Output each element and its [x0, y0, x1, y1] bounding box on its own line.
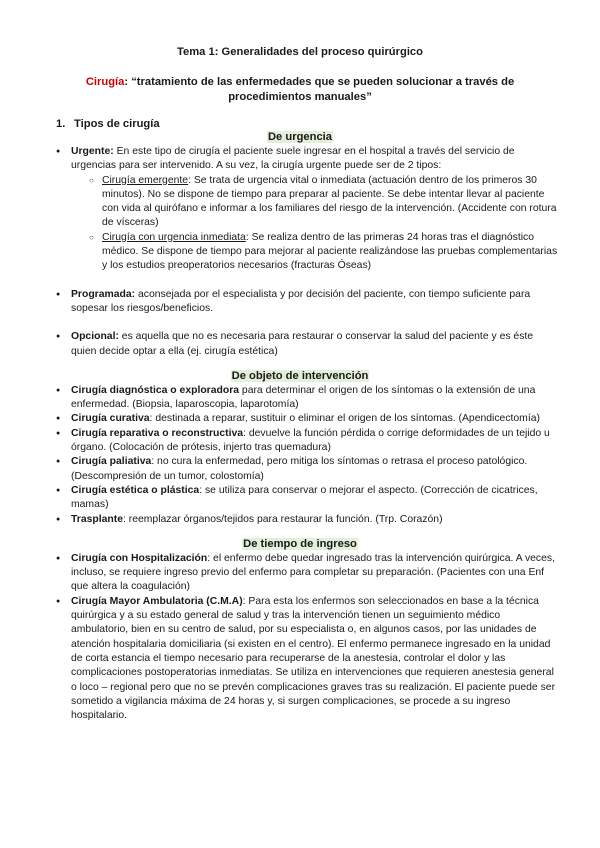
sublist-item-emergente	[71, 174, 560, 231]
subheading-urgencia-text: De urgencia	[267, 131, 333, 143]
list-item	[40, 427, 560, 456]
item-label: Cirugía con Hospitalización	[71, 552, 208, 564]
urgente-label: Urgente:	[71, 146, 114, 157]
list-item	[40, 595, 560, 724]
subheading-urgencia	[40, 130, 560, 145]
list-item	[40, 513, 560, 527]
opcional-text: es aquella que no es necesaria para restaurar o conservar la salud del paciente y es éste quien decide optar a ella (ej. cirugía estética)	[71, 331, 534, 357]
list-item	[40, 412, 560, 426]
urgencia-list	[40, 145, 560, 274]
item-text: : destinada a reparar, sustituir o eliminar el origen de los síntomas. (Apendicectomía)	[149, 413, 540, 425]
item-label: Cirugía diagnóstica o exploradora	[71, 384, 240, 396]
spacer	[40, 274, 560, 288]
list-item-urgente	[40, 145, 560, 274]
list-item	[40, 384, 560, 413]
programada-text: aconsejada por el especialista y por decisión del paciente, con tiempo suficiente para sopesar los riesgos/beneficios.	[71, 288, 531, 314]
spacer	[40, 527, 560, 537]
subheading-ingreso-text: De tiempo de ingreso	[243, 537, 357, 550]
emergente-label: Cirugía emergente	[102, 174, 189, 186]
inmediata-text: : Se realiza dentro de las primeras 24 horas tras el diagnóstico médico. Se dispone de tiempo para mejorar al paciente realizándose las pruebas complementarias y los estudios preoperatorios necesarios (fracturas Óseas)	[102, 231, 558, 272]
item-text: para determinar el origen de los síntomas o la extensión de una enfermedad. (Biopsia, laparoscopia, laparotomía)	[71, 384, 536, 411]
programada-label: Programada:	[71, 288, 136, 300]
list-item-opcional	[40, 330, 560, 359]
item-label: Cirugía Mayor Ambulatoria (C.M.A)	[71, 595, 243, 607]
list-item	[40, 552, 560, 595]
subheading-ingreso	[40, 537, 560, 552]
definition	[48, 75, 552, 104]
item-label: Cirugía paliativa	[71, 456, 152, 468]
spacer	[40, 316, 560, 330]
item-label: Cirugía reparativa o reconstructiva	[71, 427, 244, 439]
section-number: 1.	[56, 118, 66, 130]
objeto-list	[40, 384, 560, 527]
item-text: : no cura la enfermedad, pero mitiga los síntomas o retrasa el proceso patológico. (Descompresión de un tumor, colostomía)	[71, 456, 528, 482]
list-item	[40, 484, 560, 513]
item-text: : reemplazar órganos/tejidos para restaurar la función. (Trp. Corazón)	[122, 513, 443, 525]
section-heading	[56, 118, 560, 130]
definition-text: : “tratamiento de las enfermedades que se pueden solucionar a través de procedimientos manuales”	[124, 76, 515, 103]
document-title: Tema 1: Generalidades del proceso quirúrgico	[177, 46, 423, 58]
definition-term: Cirugía	[85, 76, 125, 88]
ingreso-list	[40, 552, 560, 724]
programada-list	[40, 288, 560, 317]
list-item	[40, 455, 560, 484]
section-title: Tipos de cirugía	[74, 118, 160, 130]
urgente-sublist	[71, 174, 560, 274]
list-item-programada	[40, 288, 560, 317]
item-text: : Para esta los enfermos son seleccionados en base a la técnica quirúrgica y a su estado general de salud y tras la intervención tienen un seguimiento médico ambulatorio, bien en su centro de salud, por su especialista o, en algunos casos, por las unidades de atención hospitalaria domiciliaria (si existen en el centro). El enfermo permanece ingresado en la unidad de corta estancia el tiempo necesario para recuperarse de la anestesia, controlar el dolor y las complicaciones postoperatorias inmediatas. Se utiliza en intervenciones que requieren anestesia general o loco – regional pero que no se prevén complicaciones graves tras su realización. El paciente puede ser sometido a vigilancia máxima de 24 horas y, si surgen complicaciones, se procede a su ingreso hospitalario.	[71, 595, 556, 722]
opcional-list	[40, 330, 560, 359]
sublist-item-inmediata	[71, 231, 560, 274]
emergente-text: : Se trata de urgencia vital o inmediata (actuación dentro de los primeros 30 minutos). No se dispone de tiempo para preparar al paciente. Se debe intentar llevar al paciente con vida al quirófano e informar a los familiares del riesgo de la intervención. (Accidente con rotura de vísceras)	[102, 174, 557, 229]
urgente-text: En este tipo de cirugía el paciente suele ingresar en el hospital a través del servicio de urgencias para ser intervenido. A su vez, la cirugía urgente puede ser de 2 tipos:	[71, 146, 515, 172]
item-text: : se utiliza para conservar o mejorar el aspecto. (Corrección de cicatrices, mamas)	[71, 484, 538, 511]
item-label: Cirugía curativa	[71, 413, 150, 425]
inmediata-label: Cirugía con urgencia inmediata	[102, 231, 246, 243]
item-label: Cirugía estética o plástica	[71, 484, 200, 496]
subheading-objeto	[40, 369, 560, 384]
opcional-label: Opcional:	[71, 331, 119, 343]
item-text: : devuelve la función pérdida o corrige deformidades de un tejido u órgano. (Colocación de prótesis, injerto tras quemadura)	[71, 427, 550, 454]
subheading-objeto-text: De objeto de intervención	[231, 369, 369, 382]
item-label: Trasplante	[71, 513, 123, 525]
item-text: : el enfermo debe quedar ingresado tras la intervención quirúrgica. A veces, incluso, se requiere ingreso previo del enfermo para completar su preparación. (Pacientes con una Enf que altera la coagulación)	[71, 552, 555, 593]
spacer	[40, 359, 560, 369]
